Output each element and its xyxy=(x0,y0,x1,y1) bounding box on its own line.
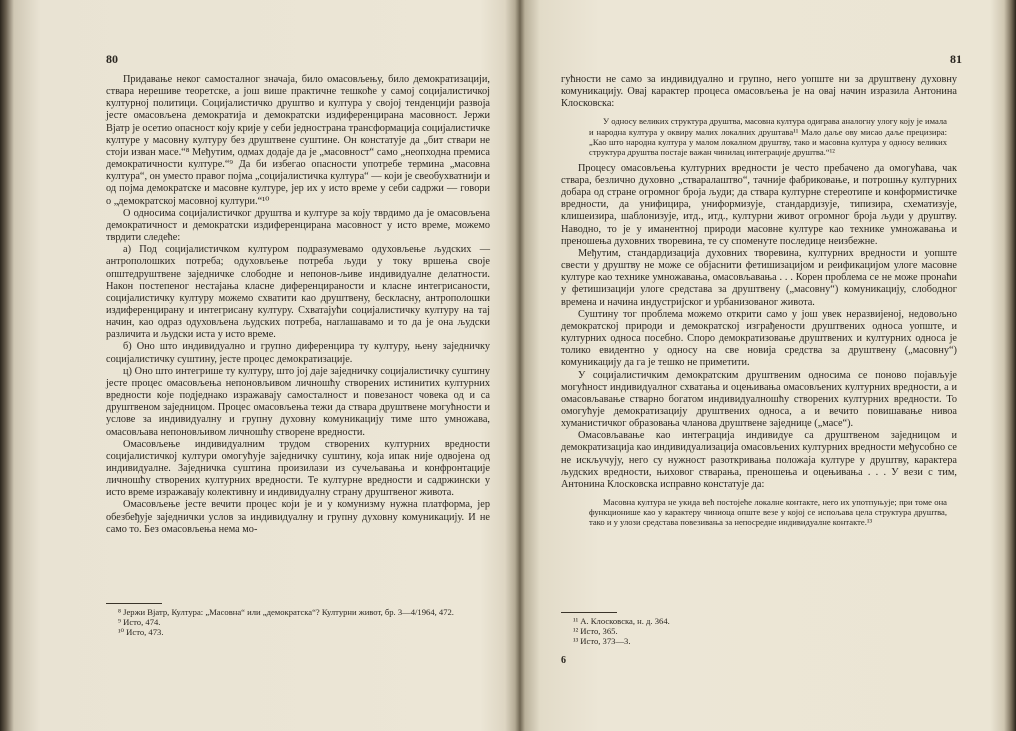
paragraph: О односима социјалистичког друштва и културе за коју тврдимо да је омасовљена демократичност и демократски издиференцирана масовност у исто време, можемо тврдити следеће: xyxy=(106,207,490,244)
footnote: ¹¹ А. Клосковска, н. д. 364. xyxy=(573,616,670,626)
paragraph: Придавање неког самосталног значаја, било омасовљењу, било демократизацији, ствара нерешиве теоретске, а још више практичне тешкоће у самој социјалистичкој културној политици. Социјалистичко друштво и култура у својој тенденцији развоја јесте омасовљена демократија и демократски издиференцирана масовност. Јержи Вјатр је осетио опасност коју крије у себи једнострана трансформација социјалистичке културе у масовну културу без друштвене суштине. Он констатује да „бит ствари не стоји изван масе.“⁸ Међутим, одмах додаје да је „масовност“ само „неопходна премиса демократичности културе.“⁹ Да би избегао опасности употребе термина „масовна култура“, он уместо правог појма „социјалистичка култура“ — који је свеобухватнији и од појма демократске и масовне културе, јер их у исто време у себи садржи — говори о „демократској масовној култури.“¹⁰ xyxy=(106,74,490,207)
paragraph: б) Оно што индивидуално и групно диференцира ту културу, њену заједничку социјалистичку суштину, јесте процес демократизације. xyxy=(106,341,490,365)
right-page xyxy=(521,0,1016,731)
footnote-rule xyxy=(561,612,617,613)
footnote: ¹³ Исто, 373—3. xyxy=(573,636,631,647)
paragraph: Процесу омасовљења културних вредности је често пребачено да омогућава, чак ствара, безлично духовно „стваралаштво“, тачније фабриковање, и потрошњу културних добара од стране огромног броја људи; да ствара културне стереотипе и конформистичке вредности, да унифицира, униформизује, стандардизује, типизира, схематизује, клишеизира, шаблонизује, итд., итд., културни живот огромног броја људи у друштву. Наводно, то је у иманентној природи масовне културе као технике умножавања и преношења духовних творевина, те су споменуте последице неизбежне. xyxy=(561,162,957,247)
signature-mark: 6 xyxy=(561,655,566,666)
page-number-left: 80 xyxy=(106,52,118,66)
paragraph: а) Под социјалистичком културом подразумевамо одуховљење људских — антрополошких потреба; одуховљење потреба људи у току вршења своје општедруштвене заједничке слободне и непонов-љиве индивидуалне делатности. Након постепеног нестајања класне диференцираности и класне интегрисаности, социјалистичку културу можемо схватити као друштвену, бескласну, антрополошки издиференцирану и интегрисану културу. Схватајући социјалистичку културу на тај начин, као одраз одуховљена људских потреба, наглашавамо и то да је она људски различита и људски иста у исто време. xyxy=(106,244,490,341)
footnote: ¹² Исто, 365. xyxy=(573,626,618,637)
right-footnotes xyxy=(561,612,957,647)
paragraph: ц) Оно што интегрише ту културу, што јој даје заједничку социјалистичку суштину јесте процес омасовљења непоновљивом личношћу створених истинитих културних вредности које подједнако изражавају самосталност и повезаност човека од и са друштвеном заједницом. Процес омасовљења тежи да ствара друштвене могућности и услове за индивидуалну и групну духовну комуникацију тиме што умножава, омасовљава непоновљивом личношћу створене вредности. xyxy=(106,365,490,438)
page-number-right: 81 xyxy=(950,52,962,66)
paragraph: Омасовљење индивидуалним трудом створених културних вредности социјалистичкој култури омогућује заједничку суштину, која ипак није одвојена од индивидуалне. Заједничка суштина произилази из сучељавања и конфронтације личношћу створених културних вредности. Те културне вредности и садржински у исто време изражавају колективну и индивидуалну страну друштвеног живота. xyxy=(106,438,490,499)
quote-text: У односу великих структура друштва, масовна култура одиграва аналогну улогу коју је имала и народна култура у оквиру малих локалних друштава¹¹ Мало даље ову мисао даље прецизира: „Као што народна култура у малом локалном друштву, тако и масовна култура у односу великих структура друштва постаје важан чинилац интеграције друштва.“¹² xyxy=(589,116,947,157)
block-quote xyxy=(589,497,947,527)
left-body-text xyxy=(106,74,490,536)
paragraph: Суштину тог проблема можемо открити само у још увек неразвијеној, недовољно демократској природи и демократској изграђености друштвених односа уопште, и културних односа посебно. Споро демократизовање друштвених и културних односа је толико евидентно у односу на све новија средства за друштвену („масовну“) комуникацију да га је тешко не приметити. xyxy=(561,308,957,369)
left-footnotes xyxy=(106,603,490,638)
footnote-rule xyxy=(106,603,162,604)
block-quote xyxy=(589,116,947,156)
paragraph: Међутим, стандардизација духовних творевина, културних вредности и уопште свести у друштву не може се објаснити фетишизацијом и реификацијом улоге масовне културе као технике умножавања, омасовљавања . . . Корен проблема се не може пронаћи у фетишизацији улоге средстава за друштвену („масовну“) комуникацију, слободног времена и начина индустријског и урбанизованог живота. xyxy=(561,247,957,308)
quote-text: Масовна култура не укида већ постојеће локалне контакте, него их употпуњује; при томе она функционише као у карактеру чиниоца опште везе у којој се испољава цела структура друштва, тако и у улози средстава повезивања за непосредне индивидуалне контакте.¹³ xyxy=(589,497,947,528)
right-body-text xyxy=(561,74,957,533)
paragraph: У социјалистичким демократским друштвеним односима се поново појављује могућност индивидуалног схватања и оцењивања омасовљених културних вредности, а и омасовљавање стварно богатом индивидуалношћу створених културних вредности. То омогућује демократизацију друштвених односа, а и вечито повишавање нивоа хуманистичког образовања чланова друштвене заједнице („масе“). xyxy=(561,369,957,430)
footnote: ¹⁰ Исто, 473. xyxy=(118,627,164,638)
footnote: ⁸ Јержи Вјатр, Култура: „Масовна“ или „демократска“? Културни живот, бр. 3—4/1964, 472. xyxy=(118,607,454,617)
paragraph: Омасовљење јесте вечити процес који је и у комунизму нужна платформа, јер обезбеђује заједнички услов за индивидуалну и групну духовну комуникацију. И не само то. Без омасовљења нема мо- xyxy=(106,499,490,535)
paragraph: Омасовљавање као интеграција индивидуе са друштвеном заједницом и демократизација као индивидуализација омасовљених културних вредности међусобно се не искључују, него су нужност разоткривања положаја културе у друштву, карактера људских вредности, њиховог стварања, преношења и оцењивања . . . У вези с тим, Антонина Клосковска исправно констатује да: xyxy=(561,430,957,490)
footnote: ⁹ Исто, 474. xyxy=(118,617,161,628)
paragraph: гућности не само за индивидуално и групно, него уопште ни за друштвену духовну комуникацију. Овај карактер процеса омасовљења је на овај начин изразила Антонина Клосковска: xyxy=(561,74,957,110)
